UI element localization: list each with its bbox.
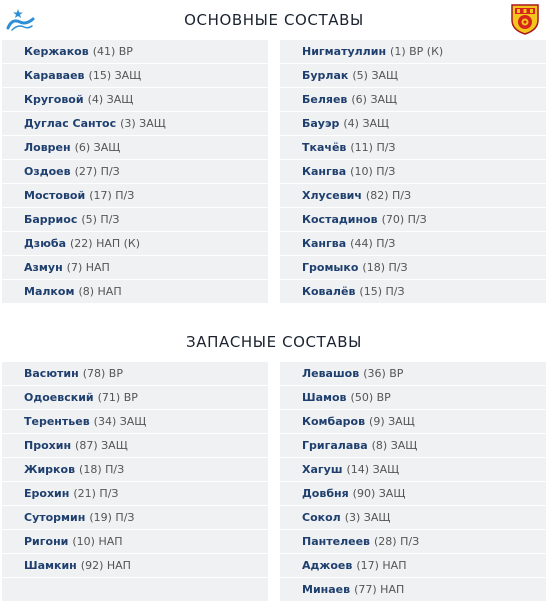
player-number-position: (3) ЗАЩ bbox=[120, 117, 166, 130]
player-name-link[interactable]: Шамкин bbox=[24, 559, 77, 572]
player-name-link[interactable]: Аджоев bbox=[302, 559, 353, 572]
player-name-link[interactable]: Мостовой bbox=[24, 189, 86, 202]
player-number-position: (82) П/З bbox=[365, 189, 412, 202]
player-number-position: (87) ЗАЩ bbox=[75, 439, 128, 452]
player-row bbox=[2, 136, 268, 160]
player-row bbox=[2, 578, 268, 602]
player-number-position: (14) ЗАЩ bbox=[346, 463, 400, 476]
player-number-position: (10) НАП bbox=[72, 535, 123, 548]
player-name-link[interactable]: Одоевский bbox=[24, 391, 94, 404]
player-name-link[interactable]: Минаев bbox=[302, 583, 351, 596]
player-name-link[interactable]: Терентьев bbox=[24, 415, 90, 428]
subs-lineups bbox=[0, 362, 548, 602]
player-number-position: (78) ВР bbox=[82, 367, 123, 380]
player-number-position: (8) НАП bbox=[78, 285, 122, 298]
player-number-position: (92) НАП bbox=[80, 559, 131, 572]
player-number-position: (8) ЗАЩ bbox=[371, 439, 418, 452]
player-name-link[interactable]: Хагуш bbox=[302, 463, 343, 476]
player-name-link[interactable]: Дзюба bbox=[24, 237, 66, 250]
player-name-link[interactable]: Ловрен bbox=[24, 141, 71, 154]
player-name-link[interactable]: Дуглас Сантос bbox=[24, 117, 117, 130]
player-row bbox=[280, 64, 546, 88]
player-row bbox=[2, 386, 268, 410]
player-row bbox=[2, 184, 268, 208]
player-row bbox=[2, 434, 268, 458]
player-name-link[interactable]: Беляев bbox=[302, 93, 348, 106]
player-number-position: (15) ЗАЩ bbox=[88, 69, 142, 82]
starting-lineups-header bbox=[0, 0, 548, 40]
player-name-link[interactable]: Громыко bbox=[302, 261, 359, 274]
player-row bbox=[280, 506, 546, 530]
player-name-link[interactable]: Комбаров bbox=[302, 415, 366, 428]
player-row bbox=[280, 256, 546, 280]
player-name-link[interactable]: Хлусевич bbox=[302, 189, 362, 202]
player-row bbox=[2, 88, 268, 112]
player-row bbox=[280, 160, 546, 184]
player-name-link[interactable]: Довбня bbox=[302, 487, 349, 500]
player-number-position: (18) П/З bbox=[79, 463, 125, 476]
player-number-position: (1) ВР (К) bbox=[390, 45, 444, 58]
player-row bbox=[280, 232, 546, 256]
player-row bbox=[2, 410, 268, 434]
player-name-link[interactable]: Ткачёв bbox=[302, 141, 347, 154]
player-name-link[interactable]: Ковалёв bbox=[302, 285, 356, 298]
player-number-position: (4) ЗАЩ bbox=[87, 93, 134, 106]
player-row bbox=[280, 362, 546, 386]
starting-lineups-title: ОСНОВНЫЕ СОСТАВЫ bbox=[184, 11, 364, 29]
player-row bbox=[280, 554, 546, 578]
player-row bbox=[280, 88, 546, 112]
player-number-position: (22) НАП (К) bbox=[70, 237, 141, 250]
player-name-link[interactable]: Бауэр bbox=[302, 117, 340, 130]
player-row bbox=[2, 280, 268, 304]
player-number-position: (11) П/З bbox=[350, 141, 396, 154]
player-number-position: (4) ЗАЩ bbox=[343, 117, 390, 130]
player-row bbox=[2, 482, 268, 506]
player-name-link[interactable]: Кангва bbox=[302, 237, 347, 250]
player-row bbox=[280, 280, 546, 304]
player-name-link[interactable]: Григалава bbox=[302, 439, 368, 452]
player-number-position: (5) ЗАЩ bbox=[352, 69, 399, 82]
player-name-link[interactable]: Жирков bbox=[24, 463, 76, 476]
player-number-position: (27) П/З bbox=[74, 165, 120, 178]
player-row bbox=[280, 530, 546, 554]
player-row bbox=[280, 386, 546, 410]
player-name-link[interactable]: Левашов bbox=[302, 367, 360, 380]
zenit-logo-icon bbox=[6, 6, 36, 34]
player-number-position: (18) П/З bbox=[362, 261, 408, 274]
player-row bbox=[2, 362, 268, 386]
arsenal-tula-logo-icon bbox=[508, 2, 542, 36]
player-row bbox=[2, 256, 268, 280]
player-name-link[interactable]: Кангва bbox=[302, 165, 347, 178]
player-number-position: (6) ЗАЩ bbox=[74, 141, 121, 154]
player-row bbox=[280, 458, 546, 482]
player-number-position: (3) ЗАЩ bbox=[344, 511, 391, 524]
player-name-link[interactable]: Караваев bbox=[24, 69, 85, 82]
player-name-link[interactable]: Оздоев bbox=[24, 165, 71, 178]
player-name-link[interactable]: Ерохин bbox=[24, 487, 70, 500]
player-number-position: (7) НАП bbox=[66, 261, 110, 274]
player-name-link[interactable]: Барриос bbox=[24, 213, 78, 226]
player-number-position: (71) ВР bbox=[97, 391, 138, 404]
away-subs-list bbox=[280, 362, 546, 602]
player-number-position: (90) ЗАЩ bbox=[352, 487, 406, 500]
player-name-link[interactable]: Костадинов bbox=[302, 213, 378, 226]
player-name-link[interactable]: Васютин bbox=[24, 367, 79, 380]
player-name-link[interactable]: Пантелеев bbox=[302, 535, 371, 548]
player-name-link[interactable]: Кержаков bbox=[24, 45, 89, 58]
player-number-position: (17) П/З bbox=[89, 189, 135, 202]
player-number-position: (10) П/З bbox=[350, 165, 396, 178]
player-row bbox=[2, 64, 268, 88]
player-row bbox=[2, 554, 268, 578]
player-number-position: (19) П/З bbox=[89, 511, 135, 524]
player-name-link[interactable]: Сокол bbox=[302, 511, 341, 524]
player-name-link[interactable]: Сутормин bbox=[24, 511, 86, 524]
home-starting-list bbox=[2, 40, 268, 304]
player-number-position: (36) ВР bbox=[363, 367, 404, 380]
away-starting-list bbox=[280, 40, 546, 304]
player-number-position: (28) П/З bbox=[374, 535, 420, 548]
player-number-position: (21) П/З bbox=[73, 487, 119, 500]
subs-lineups-title: ЗАПАСНЫЕ СОСТАВЫ bbox=[186, 333, 362, 351]
home-subs-list bbox=[2, 362, 268, 602]
player-name-link[interactable]: Нигматуллин bbox=[302, 45, 387, 58]
player-row bbox=[280, 112, 546, 136]
player-row bbox=[280, 184, 546, 208]
player-row bbox=[280, 434, 546, 458]
player-number-position: (9) ЗАЩ bbox=[369, 415, 415, 428]
player-row bbox=[280, 40, 546, 64]
player-row bbox=[2, 40, 268, 64]
player-row bbox=[280, 208, 546, 232]
player-number-position: (17) НАП bbox=[356, 559, 407, 572]
player-number-position: (44) П/З bbox=[350, 237, 396, 250]
player-number-position: (34) ЗАЩ bbox=[93, 415, 147, 428]
starting-lineups bbox=[0, 40, 548, 304]
player-name-link[interactable]: Шамов bbox=[302, 391, 347, 404]
player-row bbox=[280, 482, 546, 506]
player-row bbox=[280, 136, 546, 160]
player-number-position: (15) П/З bbox=[359, 285, 405, 298]
player-number-position: (70) П/З bbox=[381, 213, 427, 226]
player-row bbox=[2, 232, 268, 256]
player-row bbox=[2, 506, 268, 530]
player-name-link[interactable]: Прохин bbox=[24, 439, 72, 452]
player-row bbox=[2, 458, 268, 482]
player-row bbox=[2, 208, 268, 232]
player-row bbox=[2, 160, 268, 184]
player-number-position: (5) П/З bbox=[81, 213, 120, 226]
player-row bbox=[2, 112, 268, 136]
player-row bbox=[280, 578, 546, 602]
player-row bbox=[280, 410, 546, 434]
player-number-position: (41) ВР bbox=[92, 45, 133, 58]
player-name-link[interactable]: Круговой bbox=[24, 93, 84, 106]
player-name-link[interactable]: Азмун bbox=[24, 261, 63, 274]
player-name-link[interactable]: Бурлак bbox=[302, 69, 349, 82]
player-row bbox=[2, 530, 268, 554]
player-number-position: (50) ВР bbox=[350, 391, 391, 404]
player-name-link[interactable]: Ригони bbox=[24, 535, 69, 548]
player-number-position: (6) ЗАЩ bbox=[351, 93, 398, 106]
player-number-position: (77) НАП bbox=[354, 583, 405, 596]
player-name-link[interactable]: Малком bbox=[24, 285, 75, 298]
subs-lineups-header bbox=[0, 322, 548, 362]
